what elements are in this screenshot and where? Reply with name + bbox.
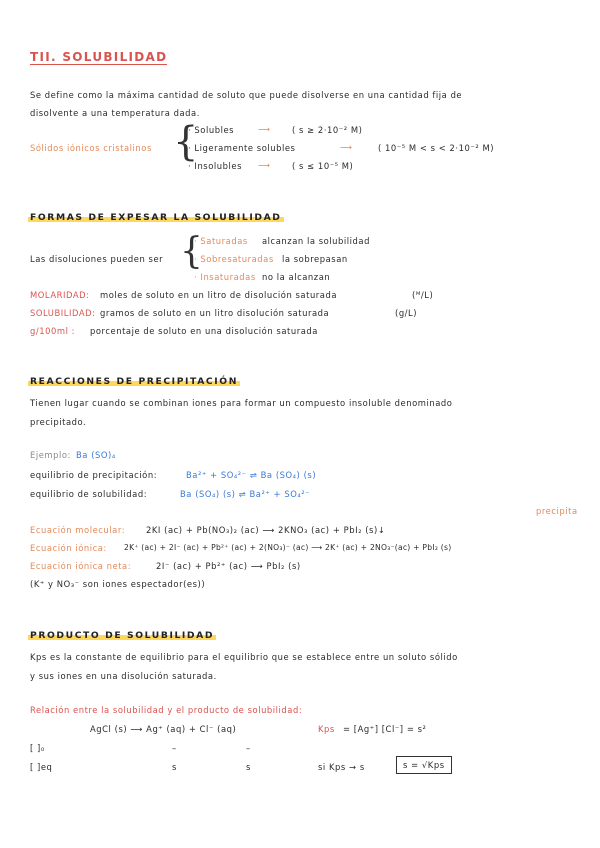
insaturadas-term: · Insaturadas xyxy=(194,272,256,282)
kps-expression: = [Ag⁺] [Cl⁻] = s² xyxy=(343,724,427,734)
eq-sol-label: equilibrio de solubilidad: xyxy=(30,489,148,499)
rowq-b: s xyxy=(246,762,251,772)
solidos-item-3: · Insolubles xyxy=(188,161,242,171)
si-kps: si Kps → s xyxy=(318,762,365,772)
ec-molecular-label: Ecuación molecular: xyxy=(30,525,126,535)
solidos-item-2: · Ligeramente solubles xyxy=(188,143,296,153)
solidos-item-1: · Solubles xyxy=(188,125,235,135)
intro-line-1: Se define como la máxima cantidad de soluto que puede disolverse en una cantidad fija de xyxy=(30,90,463,100)
ec-molecular: 2KI (ac) + Pb(NO₃)₂ (ac) ⟶ 2KNO₃ (ac) + PbI₂ (s)↓ xyxy=(146,525,386,535)
solidos-value-2: ( 10⁻⁵ M < s < 2·10⁻² M) xyxy=(378,143,495,153)
g100ml-def: porcentaje de soluto en una disolución saturada xyxy=(90,326,318,336)
rowq-label: [ ]eq xyxy=(30,762,53,772)
solubilidad-term: SOLUBILIDAD: xyxy=(30,308,96,318)
ec-neta-label: Ecuación iónica neta: xyxy=(30,561,132,571)
ec-ionica-label: Ecuación iónica: xyxy=(30,543,107,553)
ec-ionica: 2K⁺ (ac) + 2I⁻ (ac) + Pb²⁺ (ac) + 2(NO₃)⁻ (ac) ⟶ 2K⁺ (ac) + 2NO₃⁻(ac) + PbI₂ (s) xyxy=(124,543,452,552)
formas-heading: FORMAS DE EXPESAR LA SOLUBILIDAD xyxy=(30,212,282,223)
disoluciones-label: Las disoluciones pueden ser xyxy=(30,254,164,264)
formula-box: s = √Kps xyxy=(396,756,452,774)
kps-label: Kps xyxy=(318,724,335,734)
molaridad-unit: (ᴹ/L) xyxy=(412,290,434,300)
producto-line-1: Kps es la constante de equilibrio para el equilibrio que se establece entre un soluto sólido xyxy=(30,652,458,662)
ejemplo-label: Ejemplo: xyxy=(30,450,71,460)
rowq-a: s xyxy=(172,762,177,772)
ejemplo-value: Ba (SO)₄ xyxy=(76,450,116,460)
relacion-label: Relación entre la solubilidad y el producto de solubilidad: xyxy=(30,705,303,715)
espectadores-note: (K⁺ y NO₃⁻ son iones espectador(es)) xyxy=(30,579,206,589)
arrow-icon: ⟶ xyxy=(258,160,271,170)
precipita-note: precipita xyxy=(536,506,578,516)
page-title: TII. SOLUBILIDAD xyxy=(30,50,168,64)
sobresaturadas-term: · Sobresaturadas xyxy=(194,254,274,264)
brace-icon: { xyxy=(173,119,199,165)
sobresaturadas-def: la sobrepasan xyxy=(282,254,348,264)
solidos-value-1: ( s ≥ 2·10⁻² M) xyxy=(292,125,363,135)
intro-line-2: disolvente a una temperatura dada. xyxy=(30,108,200,118)
saturadas-term: · Saturadas xyxy=(194,236,248,246)
insaturadas-def: no la alcanzan xyxy=(262,272,331,282)
brace-icon: { xyxy=(180,231,203,272)
row0-b: – xyxy=(246,743,251,753)
ec-neta: 2I⁻ (ac) + Pb²⁺ (ac) ⟶ PbI₂ (s) xyxy=(156,561,301,571)
reaccion-agcl: AgCl (s) ⟶ Ag⁺ (aq) + Cl⁻ (aq) xyxy=(90,724,237,734)
arrow-icon: ⟶ xyxy=(340,142,353,152)
solidos-value-3: ( s ≤ 10⁻⁵ M) xyxy=(292,161,354,171)
producto-heading: PRODUCTO DE SOLUBILIDAD xyxy=(30,630,215,641)
eq-sol: Ba (SO₄) (s) ⇌ Ba²⁺ + SO₄²⁻ xyxy=(180,489,311,499)
producto-line-2: y sus iones en una disolución saturada. xyxy=(30,671,217,681)
reacciones-heading: REACCIONES DE PRECIPITACIÓN xyxy=(30,376,238,387)
reacciones-line-1: Tienen lugar cuando se combinan iones para formar un compuesto insoluble denominado xyxy=(30,398,453,408)
molaridad-def: moles de soluto en un litro de disolución saturada xyxy=(100,290,338,300)
saturadas-def: alcanzan la solubilidad xyxy=(262,236,370,246)
solubilidad-def: gramos de soluto en un litro disolución saturada xyxy=(100,308,330,318)
row0-label: [ ]₀ xyxy=(30,743,45,753)
solidos-label: Sólidos iónicos cristalinos xyxy=(30,143,152,153)
row0-a: – xyxy=(172,743,177,753)
arrow-icon: ⟶ xyxy=(258,124,271,134)
g100ml-term: g/100ml : xyxy=(30,326,76,336)
eq-prec: Ba²⁺ + SO₄²⁻ ⇌ Ba (SO₄) (s) xyxy=(186,470,317,480)
eq-prec-label: equilibrio de precipitación: xyxy=(30,470,158,480)
molaridad-term: MOLARIDAD: xyxy=(30,290,90,300)
solubilidad-unit: (g/L) xyxy=(395,308,418,318)
reacciones-line-2: precipitado. xyxy=(30,417,87,427)
